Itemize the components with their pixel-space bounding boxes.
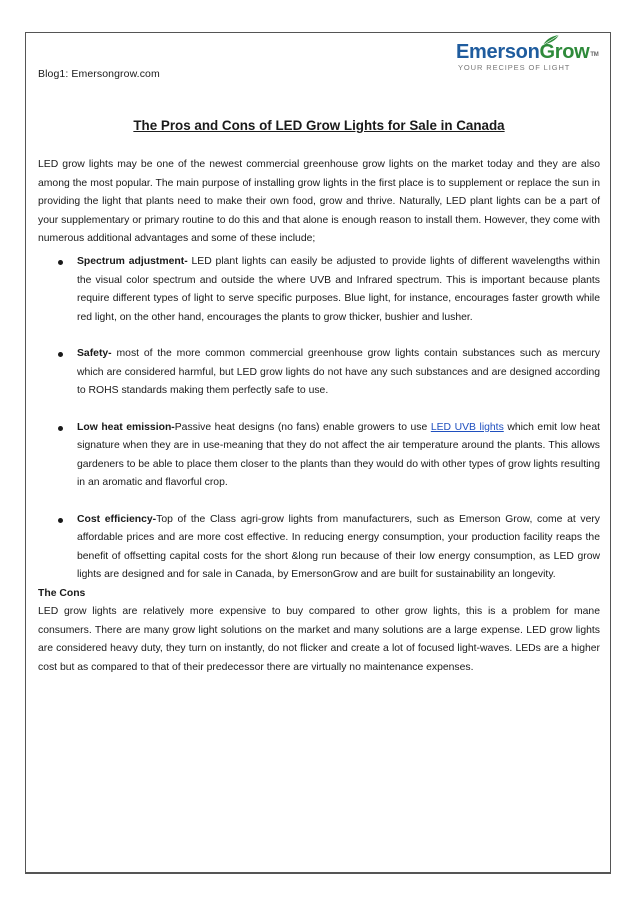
list-item-text-before: Passive heat designs (no fans) enable growers to use <box>174 421 431 433</box>
list-item <box>38 345 600 401</box>
list-item <box>38 511 600 585</box>
bullet-dot <box>58 426 63 431</box>
list-item-text: LED plant lights can easily be adjusted to provide lights of different wavelengths within the visual color spectrum and outside the where UVB and Infrared spectrum. This is important because plants require different types of light to serve specific purposes. Blue light, for instance, encourages faster growth while red light, on the other hand, encourages the plants to grow thicker, bushier and lusher. <box>77 256 600 323</box>
led-uvb-lights-link[interactable]: LED UVB lights <box>430 421 504 433</box>
bullet-dot <box>58 518 63 523</box>
list-item-term: Spectrum adjustment- <box>77 256 188 267</box>
logo-word-grow: Grow <box>539 41 590 63</box>
list-item-text-after: which emit low heat signature when they are in use-meaning that they do not affect the air temperature around the plants. This allows gardeners to be able to place them closer to the plants than they would do with other types of grow lights resulting in an aromatic and flavorful crop. <box>77 421 600 488</box>
list-item-text: Top of the Class agri-grow lights from manufacturers, such as Emerson Grow, come at very affordable prices and are more cost effective. In reducing energy consumption, your production facility reaps the benefit of offsetting capital costs for the short &long run because of their low energy consumption, as LED grow lights are designed and for sale in Canada, by EmersonGrow and are built for sustainability an longevity. <box>77 513 601 580</box>
header-site-text: Blog1: Emersongrow.com <box>38 68 160 80</box>
list-item-term: Safety- <box>77 348 112 359</box>
list-item <box>38 419 600 493</box>
list-item <box>38 253 600 327</box>
logo-trademark: TM <box>590 52 599 58</box>
leaf-icon <box>541 34 561 46</box>
advantages-list <box>38 253 600 585</box>
logo-tagline: YOUR RECIPES OF LIGHT <box>458 63 571 72</box>
list-item-text: most of the more common commercial greenhouse grow lights contain substances such as mercury which are considered harmful, but LED grow lights do not have any such substances and are designed according to ROHS standards making them perfectly safe to use. <box>77 348 600 396</box>
cons-paragraph: LED grow lights are relatively more expensive to buy compared to other grow lights, this is a problem for mane consumers. There are many grow light solutions on the market and many solutions are a large expense. LED grow lights are considered heavy duty, they turn on instantly, do not flicker and create a lot of focused light-waves. LEDs are a higher cost but as compared to that of their predecessor there are virtually no maintenance expenses. <box>38 606 600 673</box>
logo-wordmark <box>456 41 606 63</box>
bullet-dot <box>58 352 63 357</box>
list-item-term: Low heat emission- <box>77 421 175 433</box>
cons-heading: The Cons <box>38 588 86 599</box>
list-item-term: Cost efficiency- <box>77 513 157 525</box>
intro-paragraph: LED grow lights may be one of the newest commercial greenhouse grow lights on the market today and they are also among the most popular. The main purpose of installing grow lights in the first place is to supplement or replace the sun in providing the light that plants need to make their own food, grow and thrive. Naturally, LED plant lights can be a part of your supplementary or primary routine to do this and that alone is enough reason to install them. However, they come with numerous additional advantages and some of these include; <box>38 159 600 244</box>
logo-word-emerson: Emerson <box>456 41 540 63</box>
emersongrow-logo <box>456 41 606 81</box>
page-title: The Pros and Cons of LED Grow Lights for Sale in Canada <box>133 118 505 133</box>
bullet-dot <box>58 260 63 265</box>
